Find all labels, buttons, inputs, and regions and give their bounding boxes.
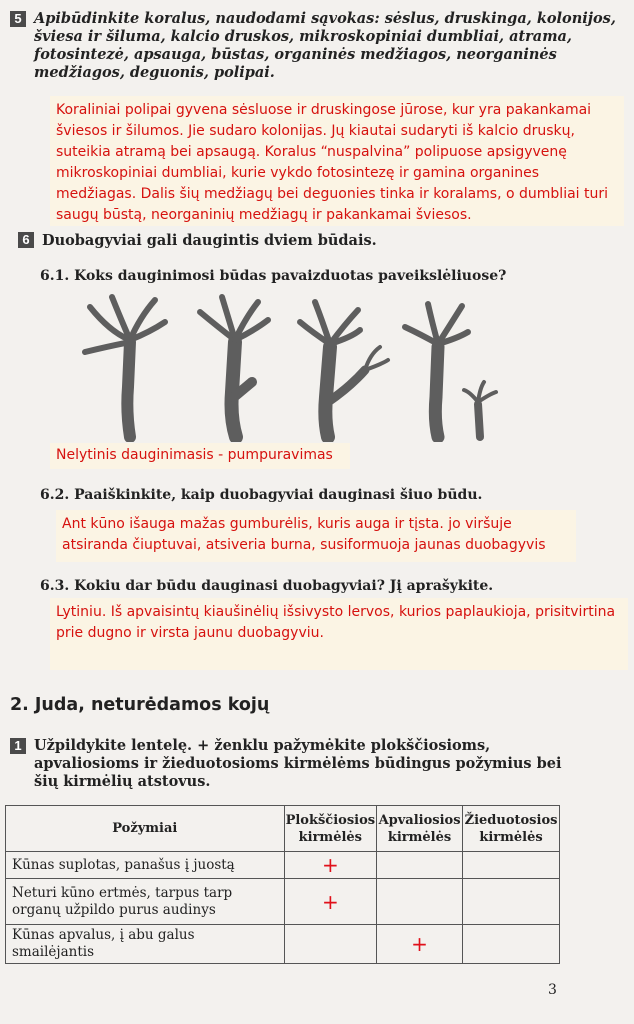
- row3-ringed-cell[interactable]: [463, 925, 560, 964]
- hydra-stage-2: [200, 297, 268, 437]
- task5-answer: [50, 96, 624, 226]
- task1-number: 1: [10, 738, 26, 754]
- section2-title: 2. Juda, neturėdamos kojų: [10, 695, 270, 715]
- hydra-stage-3: [300, 302, 388, 437]
- task6-q3: 6.3. Kokiu dar būdu dauginasi duobagyviai? Jį aprašykite.: [40, 578, 494, 594]
- task5-number: 5: [10, 11, 26, 27]
- header-roundworms: Apvaliosios kirmėlės: [377, 806, 463, 852]
- header-flatworms: Plokščiosios kirmėlės: [284, 806, 376, 852]
- task6-q1: 6.1. Koks dauginimosi būdas pavaizduotas paveikslėliuose?: [40, 268, 507, 284]
- task6-answer2: [56, 510, 576, 562]
- hydra-stage-4: [405, 304, 496, 437]
- task6-text: Duobagyviai gali daugintis dviem būdais.: [42, 232, 377, 249]
- task6-answer1: [50, 443, 350, 469]
- table-row: [6, 852, 560, 879]
- table-row: [6, 925, 560, 964]
- row1-flat-cell[interactable]: +: [284, 852, 376, 879]
- task6-answer1-text: Nelytinis dauginimasis - pumpuravimas: [56, 447, 333, 463]
- hydra-stage-1: [85, 297, 165, 437]
- row3-trait: Kūnas apvalus, į abu galus smailėjantis: [6, 925, 285, 964]
- task6-number: 6: [18, 232, 34, 248]
- row2-flat-cell[interactable]: +: [284, 879, 376, 925]
- task5-text: Apibūdinkite koralus, naudodami sąvokas: sėslus, druskinga, kolonijos, šviesa ir šiluma, kalcio druskos, mikroskopiniai dumbliai, atrama, fotosintezė, apsauga, būstas, organinės medžiagos, neorganinės medžiagos, deguonis, polipai.: [34, 10, 616, 81]
- task6-answer2-text: Ant kūno išauga mažas gumburėlis, kuris auga ir tįsta. jo viršuje atsiranda čiuptuvai, atsiveria burna, susiformuoja jaunas duobagyvis: [62, 516, 546, 553]
- task5-answer-text: Koraliniai polipai gyvena sėsluose ir druskingose jūrose, kur yra pakankamai šviesos ir šilumos. Jie sudaro kolonijas. Jų kiautai sudaryti iš kalcio druskų, suteikia atramą bei apsaugą. Koralus “nuspalvina” polipuose apsigyvenę mikroskopiniai dumbliai, kurie vykdo fotosintezę ir gamina organines medžiagas. Dalis šių medžiagų bei deguonies tinka ir koralams, o dumbliai turi saugų būstą, neorganinių medžiagų ir pakankamai šviesos.: [56, 102, 609, 223]
- task6-answer3-text: Lytiniu. Iš apvaisintų kiaušinėlių išsivysto lervos, kurios paplaukioja, prisitvirtina prie dugno ir virsta jaunu duobagyviu.: [56, 604, 616, 641]
- page-number: 3: [548, 982, 557, 998]
- task1-text: Užpildykite lentelę. + ženklu pažymėkite plokščiosioms, apvaliosioms ir žieduotosioms kirmėlėms būdingus požymius bei šių kirmėlių atstovus.: [34, 737, 562, 790]
- row3-flat-cell[interactable]: [284, 925, 376, 964]
- task6-q2: 6.2. Paaiškinkite, kaip duobagyviai dauginasi šiuo būdu.: [40, 487, 483, 503]
- header-ringed-worms: Žieduotosios kirmėlės: [463, 806, 560, 852]
- task5-question: [10, 10, 620, 82]
- table-header-row: [6, 806, 560, 852]
- row2-trait: Neturi kūno ertmės, tarpus tarp organų užpildo purus audinys: [6, 879, 285, 925]
- task6-answer3: [50, 598, 628, 670]
- row1-trait: Kūnas suplotas, panašus į juostą: [6, 852, 285, 879]
- task1-block: [10, 737, 570, 791]
- task6-heading: [18, 232, 618, 250]
- row2-round-cell[interactable]: [377, 879, 463, 925]
- table-row: [6, 879, 560, 925]
- worm-traits-table: [5, 805, 560, 964]
- header-traits: Požymiai: [6, 806, 285, 852]
- row1-round-cell[interactable]: [377, 852, 463, 879]
- task5-block: [10, 10, 620, 82]
- row1-ringed-cell[interactable]: [463, 852, 560, 879]
- row3-round-cell[interactable]: +: [377, 925, 463, 964]
- row2-ringed-cell[interactable]: [463, 879, 560, 925]
- hydra-budding-illustration: [60, 292, 530, 442]
